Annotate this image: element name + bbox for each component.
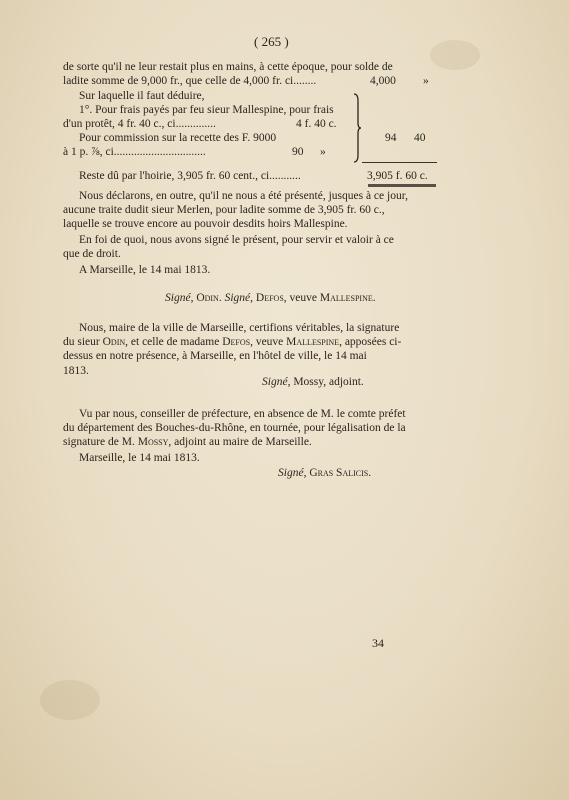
text-line: ladite somme de 9,000 fr., que celle de 4,000 fr. ci........: [63, 75, 317, 87]
text-line: 1813.: [63, 365, 89, 377]
text-line: Nous, maire de la ville de Marseille, certifions véritables, la signature: [79, 322, 400, 334]
text-line: Marseille, le 14 mai 1813.: [79, 452, 200, 464]
amount: 94: [385, 132, 397, 144]
text-line: Sur laquelle il faut déduire,: [79, 90, 205, 102]
text-line: signature de M. Mossy, adjoint au maire de Marseille.: [63, 436, 312, 448]
text-line: En foi de quoi, nous avons signé le présent, pour servir et valoir à ce: [79, 234, 394, 246]
text-line: du sieur Odin, et celle de madame Defos, veuve Mallespine, apposées ci-: [63, 336, 402, 348]
amount: 90: [292, 146, 304, 158]
ditto-mark: »: [320, 146, 326, 158]
amount: 4,000: [370, 75, 396, 87]
text-line: Nous déclarons, en outre, qu'il ne nous a été présenté, jusques à ce jour,: [79, 190, 408, 202]
paper-stain: [430, 40, 480, 70]
text-line: Pour commission sur la recette des F. 9000: [79, 132, 277, 144]
text-line: d'un protêt, 4 fr. 40 c., ci..............: [63, 118, 216, 130]
text-line: de sorte qu'il ne leur restait plus en mains, à cette époque, pour solde de: [63, 61, 393, 73]
text-line: Reste dû par l'hoirie, 3,905 fr. 60 cent., ci...........: [79, 170, 301, 182]
text-line: dessus en notre présence, à Marseille, en l'hôtel de ville, le 14 mai: [63, 350, 367, 362]
amount: 40: [414, 132, 426, 144]
double-rule: [368, 184, 436, 187]
signature-line: Signé, Gras Salicis.: [278, 467, 372, 479]
signature-line: Signé, Odin. Signé, Defos, veuve Mallespine.: [165, 292, 376, 304]
text-line: que de droit.: [63, 248, 121, 260]
ditto-mark: »: [423, 75, 429, 87]
text-line: 1°. Pour frais payés par feu sieur Mallespine, pour frais: [79, 104, 334, 116]
paper-stain: [40, 680, 100, 720]
signature-line: Signé, Mossy, adjoint.: [262, 376, 364, 388]
text-line: laquelle se trouve encore au pouvoir desdits hoirs Mallespine.: [63, 218, 348, 230]
signature-mark: 34: [372, 636, 384, 650]
brace-mark: [353, 93, 361, 163]
text-line: du département des Bouches-du-Rhône, en tournée, pour légalisation de la: [63, 422, 406, 434]
page-number-header: ( 265 ): [254, 34, 289, 49]
amount: 4 f. 40 c.: [296, 118, 337, 130]
horizontal-rule: [362, 162, 437, 163]
amount: 3,905 f. 60 c.: [367, 170, 428, 182]
text-line: à 1 p. ⅞, ci................................: [63, 146, 206, 158]
text-line: A Marseille, le 14 mai 1813.: [79, 264, 211, 276]
text-line: aucune traite dudit sieur Merlen, pour ladite somme de 3,905 fr. 60 c.,: [63, 204, 385, 216]
text-line: Vu par nous, conseiller de préfecture, en absence de M. le comte préfet: [79, 408, 406, 420]
